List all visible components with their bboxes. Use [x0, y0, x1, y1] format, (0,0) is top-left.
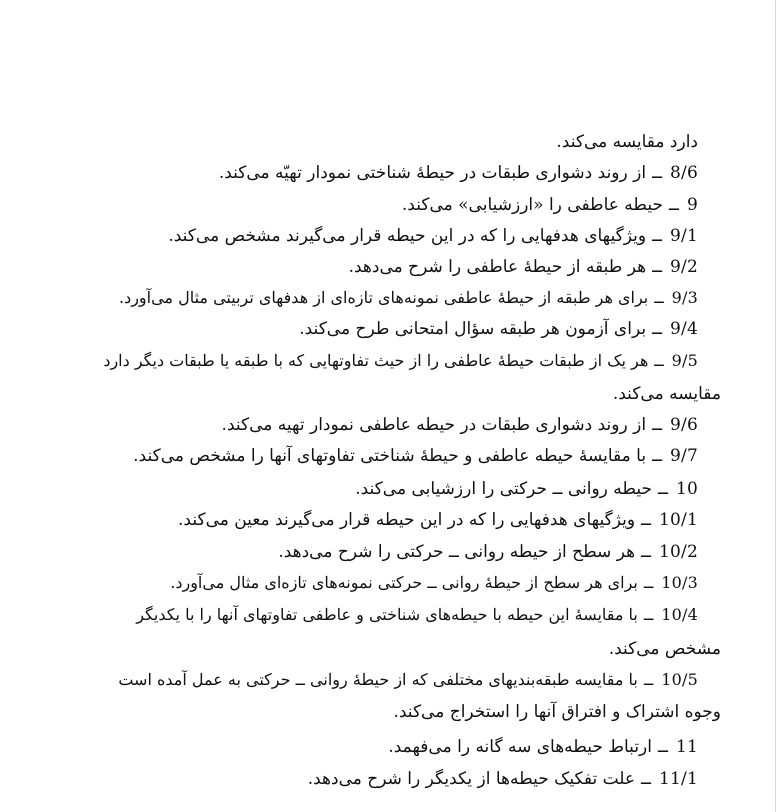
objective-line-10	[355, 477, 698, 501]
dash-separator: ــ	[652, 257, 663, 277]
objective-line-9-2	[349, 255, 698, 279]
dash-separator: ــ	[641, 542, 652, 562]
line-text: دارد مقایسه می‌کند.	[556, 132, 698, 152]
dash-separator: ــ	[657, 737, 668, 757]
dash-separator: ــ	[654, 351, 664, 370]
objective-number: 9/3	[671, 288, 698, 307]
objective-text: برای هر طبقه از حیطهٔ عاطفی نمونه‌های تازه‌ای از هدفهای تربیتی مثال می‌آورد.	[118, 288, 649, 307]
page-edge-divider	[775, 0, 776, 812]
objective-text: برای آزمون هر طبقه سؤال امتحانی طرح می‌کند.	[299, 319, 647, 339]
dash-separator: ــ	[652, 226, 663, 246]
line-text: وجوه اشتراک و افتراق آنها را استخراج می‌کند.	[393, 702, 721, 722]
objective-number: 9/7	[670, 446, 698, 466]
text-line-continuation-3	[609, 637, 721, 661]
objective-number: 10/1	[659, 510, 698, 530]
objective-text: با مقایسه طبقه‌بندیهای مختلفی که از حیطهٔ روانی ــ حرکتی به عمل آمده است	[118, 670, 638, 689]
objective-text: ویژگیهای هدفهایی را که در این حیطه قرار می‌گیرند مشخص می‌کند.	[168, 226, 647, 246]
objective-text: حیطه عاطفی را «ارزشیابی» می‌کند.	[401, 195, 663, 215]
dash-separator: ــ	[654, 288, 664, 307]
dash-separator: ــ	[652, 446, 663, 466]
objective-number: 11	[675, 737, 698, 757]
dash-separator: ــ	[643, 670, 654, 689]
text-line-continuation-1	[556, 130, 698, 154]
objective-text: ویژگیهای هدفهایی را که در این حیطه قرار می‌گیرند معین می‌کند.	[178, 510, 636, 530]
dash-separator: ــ	[657, 479, 668, 499]
objective-line-9-4	[299, 317, 698, 341]
objective-text: از روند دشواری طبقات در حیطهٔ شناختی نمودار تهیّه می‌کند.	[218, 163, 647, 183]
objective-line-11	[388, 735, 698, 759]
objective-number: 9/4	[670, 319, 698, 339]
objective-number: 11/1	[659, 769, 698, 789]
dash-separator: ــ	[652, 319, 663, 339]
objective-text: هر سطح از حیطه روانی ــ حرکتی را شرح می‌دهد.	[278, 542, 636, 562]
objective-text: با مقایسهٔ این حیطه با حیطه‌های شناختی و عاطفی تفاوتهای آنها را با یکدیگر	[136, 605, 638, 624]
objective-number: 9/6	[670, 415, 698, 435]
objective-number: 9	[686, 195, 698, 215]
objective-line-10-3	[170, 571, 698, 595]
dash-separator: ــ	[641, 769, 652, 789]
dash-separator: ــ	[669, 195, 679, 215]
dash-separator: ــ	[643, 573, 654, 592]
dash-separator: ــ	[652, 163, 663, 183]
objective-number: 8/6	[670, 163, 698, 183]
objective-line-11-1	[308, 767, 698, 791]
objective-line-9-7	[133, 444, 698, 468]
objective-number: 10/4	[661, 605, 698, 624]
objective-number: 9/1	[670, 226, 698, 246]
objective-line-10-1	[178, 508, 698, 532]
objective-line-8-6	[219, 161, 698, 185]
objective-line-10-2	[278, 540, 698, 564]
objective-line-9-1	[168, 224, 698, 248]
objective-text: هر طبقه از حیطهٔ عاطفی را شرح می‌دهد.	[348, 257, 647, 277]
objective-number: 10/5	[661, 670, 698, 689]
objective-line-9-3	[119, 286, 698, 310]
text-line-continuation-2	[613, 382, 721, 406]
dash-separator: ــ	[652, 415, 663, 435]
objective-number: 10	[675, 479, 698, 499]
objective-number: 10/2	[659, 542, 698, 562]
line-text: مقایسه می‌کند.	[612, 384, 721, 404]
line-text: مشخص می‌کند.	[608, 639, 721, 659]
objective-text: از روند دشواری طبقات در حیطه عاطفی نمودار تهیه می‌کند.	[221, 415, 647, 435]
objective-number: 9/2	[670, 257, 698, 277]
objective-number: 10/3	[661, 573, 698, 592]
objective-text: ارتباط حیطه‌های سه گانه را می‌فهمد.	[388, 737, 652, 757]
objective-text: با مقایسهٔ حیطه عاطفی و حیطهٔ شناختی تفاوتهای آنها را مشخص می‌کند.	[133, 446, 647, 466]
text-line-continuation-4	[393, 700, 721, 724]
objective-number: 9/5	[671, 351, 698, 370]
objective-line-10-4	[136, 603, 698, 627]
objective-line-9-6	[222, 413, 698, 437]
dash-separator: ــ	[643, 605, 654, 624]
objective-line-9	[402, 193, 698, 217]
objective-line-10-5	[118, 668, 698, 692]
dash-separator: ــ	[641, 510, 652, 530]
objective-line-9-5	[103, 349, 698, 373]
objective-text: برای هر سطح از حیطهٔ روانی ــ حرکتی نمونه‌های تازه‌ای مثال می‌آورد.	[170, 573, 638, 592]
objective-text: علت تفکیک حیطه‌ها از یکدیگر را شرح می‌دهد.	[307, 769, 636, 789]
objective-text: هر یک از طبقات حیطهٔ عاطفی را از حیث تفاوتهایی که با طبقه یا طبقات دیگر دارد	[103, 351, 649, 370]
objective-text: حیطه روانی ــ حرکتی را ارزشیابی می‌کند.	[355, 479, 652, 499]
